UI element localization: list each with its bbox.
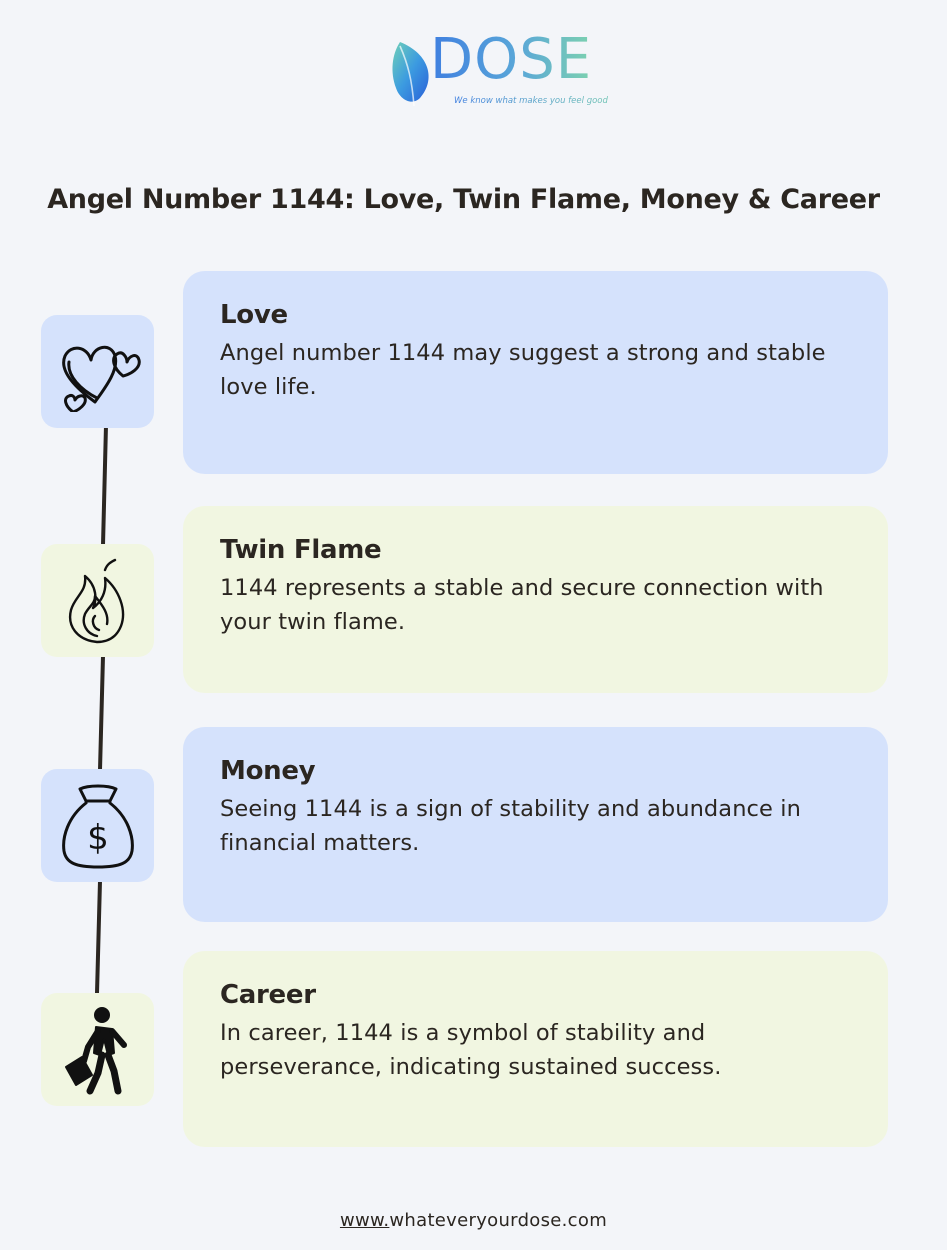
twin-flame-icon-box [41,544,154,657]
money-text: Seeing 1144 is a sign of stability and abundance in financial matters. [220,796,801,856]
money-bag-icon [58,781,138,871]
website-footer[interactable] [0,1210,947,1231]
career-text: In career, 1144 is a symbol of stability and perseverance, indicating sustained success. [220,1020,722,1080]
flame-icon [63,556,133,646]
brand-logo [390,27,615,110]
footer-domain[interactable]: whateveryourdose.com [389,1210,608,1231]
career-heading: Career [220,980,316,1010]
dollar-sign: $ [86,817,109,858]
love-icon-box [41,315,154,428]
hearts-icon [53,332,143,412]
walking-businessman-icon [58,1005,138,1095]
career-card [183,951,888,1147]
footer-www[interactable]: www. [339,1210,390,1231]
twin-flame-text: 1144 represents a stable and secure connection with your twin flame. [220,575,824,635]
brand-name: DOSE [430,27,593,92]
love-heading: Love [220,300,288,330]
money-card [183,727,888,922]
brand-tagline: We know what makes you feel good [454,96,608,106]
twin-flame-card [183,506,888,693]
love-card [183,271,888,474]
twin-flame-heading: Twin Flame [220,535,382,565]
career-icon-box [41,993,154,1106]
money-icon-box [41,769,154,882]
page-title: Angel Number 1144: Love, Twin Flame, Money & Career [47,184,880,215]
love-text: Angel number 1144 may suggest a strong and stable love life. [220,340,826,400]
money-heading: Money [220,756,316,786]
